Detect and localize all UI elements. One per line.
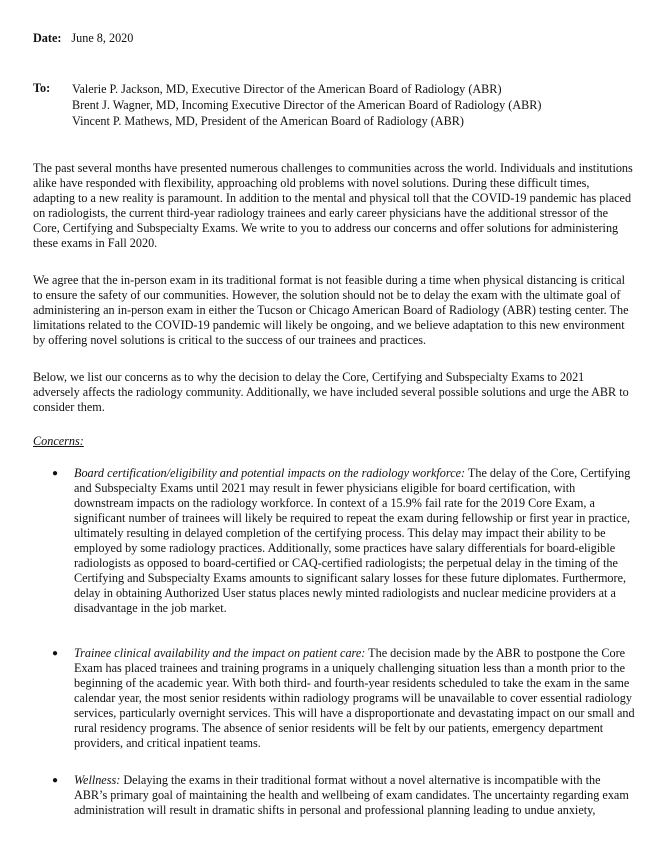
concern-item	[74, 773, 636, 818]
concern-title: Board certification/eligibility and potential impacts on the radiology workforce:	[74, 466, 466, 480]
recipient-line: Vincent P. Mathews, MD, President of the American Board of Radiology (ABR)	[72, 114, 464, 128]
concern-item	[74, 466, 636, 616]
to-label: To:	[33, 81, 51, 95]
bullet-icon: ●	[52, 775, 59, 786]
concerns-heading: Concerns:	[33, 434, 84, 448]
recipient-line: Valerie P. Jackson, MD, Executive Director of the American Board of Radiology (ABR)	[72, 82, 502, 96]
intro-paragraph: The past several months have presented numerous challenges to communities across the world. Individuals and institutions alike have responded with flexibility, approaching old problems with novel solutions. During these difficult times, adapting to a new reality is paramount. In addition to the mental and physical toll that the COVID-19 pandemic has placed on radiologists, the current third-year radiology trainees and early career physicians have the additional stressor of the Core, Certifying and Subspecialty Exams. We write to you to address our concerns and offer solutions for administering these exams in Fall 2020.	[33, 161, 633, 250]
concern-title: Wellness:	[74, 773, 121, 787]
concern-text: Delaying the exams in their traditional format without a novel alternative is incompatible with the ABR’s primary goal of maintaining the health and wellbeing of exam candidates. The uncertainty regarding exam administration will result in dramatic shifts in personal and professional planning leading to undue anxiety,	[74, 773, 629, 817]
recipient-line: Brent J. Wagner, MD, Incoming Executive Director of the American Board of Radiology (ABR)	[72, 98, 542, 112]
date-label: Date:	[33, 31, 62, 45]
concern-text: The decision made by the ABR to postpone the Core Exam has placed trainees and training programs in a uniquely challenging situation less than a month prior to the beginning of the academic year. With both third- and fourth-year residents scheduled to take the exam in the same calendar year, the most senior residents within radiology programs will be unavailable to cover essential radiology services, particularly overnight services. This will have a disproportionate and devastating impact on our small and rural residency programs. The absence of senior residents will be felt by our patients, emergency department providers, and critical inpatient teams.	[74, 646, 635, 750]
concerns-intro-paragraph: Below, we list our concerns as to why the decision to delay the Core, Certifying and Subspecialty Exams to 2021 adversely affects the radiology community. Additionally, we have included several possible solutions and urge the ABR to consider them.	[33, 370, 629, 414]
recipient-list	[72, 81, 541, 129]
bullet-icon: ●	[52, 468, 59, 479]
date-value: June 8, 2020	[71, 31, 134, 45]
concern-item	[74, 646, 636, 751]
bullet-icon: ●	[52, 648, 59, 659]
agreement-paragraph: We agree that the in-person exam in its traditional format is not feasible during a time when physical distancing is critical to ensure the safety of our communities. However, the solution should not be to delay the exam with the ultimate goal of administering an in-person exam in either the Tucson or Chicago American Board of Radiology (ABR) testing center. The limitations related to the COVID-19 pandemic will likely be ongoing, and we believe adaptation to this new environment by offering novel solutions is critical to the success of our trainees and practices.	[33, 273, 629, 347]
concern-title: Trainee clinical availability and the impact on patient care:	[74, 646, 366, 660]
concern-text: The delay of the Core, Certifying and Subspecialty Exams until 2021 may result in fewer physicians eligible for board certification, with downstream impacts on the radiology workforce. In context of a 15.9% fail rate for the 2019 Core Exam, a significant number of trainees will likely be required to repeat the exam during fellowship or first year in practice, ultimately resulting in delayed completion of the certifying process. This delay may impact their ability to be employed by some radiology practices. Additionally, some practices have salary differentials for board-eligible radiologists as opposed to board-certified or CAQ-certified radiologists; the perpetual delay in the timing of the Certifying and Subspecialty Exams amounts to significant salary losses for these future diplomates. Furthermore, delay in obtaining Authorized User status places newly minted radiologists and nuclear medicine providers at a disadvantage in the job market.	[74, 466, 631, 615]
date-line	[33, 31, 133, 46]
